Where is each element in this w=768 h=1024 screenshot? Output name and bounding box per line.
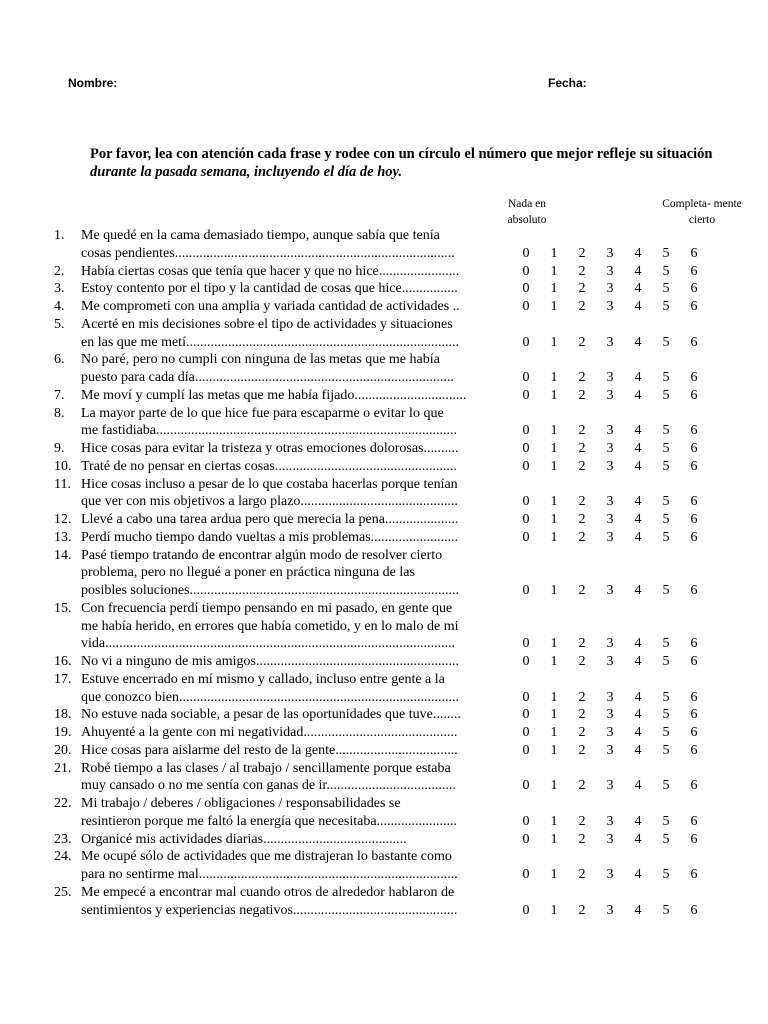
rating-option-1[interactable]: 1 <box>550 281 558 297</box>
item-number: 15. <box>54 600 72 616</box>
rating-option-0[interactable]: 0 <box>522 263 530 279</box>
item-text-line: Con frecuencia perdí tiempo pensando en mi pasado, en gente que <box>81 600 453 616</box>
rating-option-5[interactable]: 5 <box>662 458 670 474</box>
item-text-line: Estoy contento por el tipo y la cantidad de cosas que hice................ <box>81 281 458 297</box>
rating-option-0[interactable]: 0 <box>522 654 530 669</box>
rating-option-5[interactable]: 5 <box>662 689 670 705</box>
name-label: Nombre: <box>68 76 118 90</box>
rating-option-5[interactable]: 5 <box>662 831 670 847</box>
rating-option-3[interactable]: 3 <box>606 725 614 740</box>
rating-option-6[interactable]: 6 <box>690 654 698 669</box>
item-number: 22. <box>54 796 72 811</box>
rating-option-6[interactable]: 6 <box>690 441 698 456</box>
questionnaire-item <box>0 795 768 831</box>
rating-scale <box>516 334 716 352</box>
item-text-line: Llevé a cabo una tarea ardua pero que merecia la pena..................... <box>81 512 459 527</box>
item-text-line: Estuve encerrado en mí mismo y callado, incluso entre gente a la <box>81 671 445 687</box>
rating-option-1[interactable]: 1 <box>550 831 558 847</box>
rating-scale <box>516 813 716 831</box>
rating-option-4[interactable]: 4 <box>634 423 642 439</box>
rating-option-3[interactable]: 3 <box>606 494 614 510</box>
rating-option-3[interactable]: 3 <box>606 370 614 385</box>
rating-option-1[interactable]: 1 <box>550 689 558 705</box>
item-number: 20. <box>54 742 72 758</box>
rating-option-5[interactable]: 5 <box>662 813 670 829</box>
rating-option-6[interactable]: 6 <box>690 245 698 261</box>
rating-scale <box>516 724 716 742</box>
item-number: 9. <box>54 441 65 456</box>
rating-scale <box>516 706 716 724</box>
item-text-line: Perdí mucho tiempo dando vueltas a mis problemas......................... <box>81 529 459 545</box>
rating-option-0[interactable]: 0 <box>522 281 530 297</box>
item-number: 8. <box>54 405 65 421</box>
rating-option-2[interactable]: 2 <box>578 529 586 545</box>
item-text-line: puesto para cada día.......................................................................... <box>81 370 454 385</box>
rating-option-2[interactable]: 2 <box>578 636 586 652</box>
rating-option-5[interactable]: 5 <box>662 245 670 261</box>
rating-option-2[interactable]: 2 <box>578 334 586 350</box>
rating-option-0[interactable]: 0 <box>522 458 530 474</box>
questionnaire-item <box>0 742 768 760</box>
rating-option-3[interactable]: 3 <box>606 902 614 918</box>
item-text-line: Pasé tiempo tratando de encontrar algún modo de resolver cierto <box>81 547 443 563</box>
rating-option-2[interactable]: 2 <box>578 902 586 918</box>
rating-option-3[interactable]: 3 <box>606 299 614 314</box>
rating-option-0[interactable]: 0 <box>522 902 530 918</box>
rating-option-0[interactable]: 0 <box>522 423 530 439</box>
questionnaire-item <box>0 831 768 849</box>
item-number: 13. <box>54 529 72 545</box>
rating-option-5[interactable]: 5 <box>662 494 670 510</box>
item-text-line: me había herido, en errores que había cometido, y en lo malo de mi <box>81 618 459 634</box>
item-number: 1. <box>54 228 65 243</box>
rating-scale <box>516 369 716 387</box>
item-text-line: Me quedé en la cama demasiado tiempo, aunque sabía que tenía <box>81 228 440 243</box>
rating-scale <box>516 511 716 529</box>
rating-option-5[interactable]: 5 <box>662 529 670 545</box>
rating-option-6[interactable]: 6 <box>690 725 698 740</box>
questionnaire-item <box>0 529 768 547</box>
rating-option-2[interactable]: 2 <box>578 423 586 439</box>
rating-option-0[interactable]: 0 <box>522 370 530 385</box>
rating-scale <box>516 742 716 760</box>
questionnaire-item <box>0 760 768 796</box>
instructions-main: Por favor, lea con atención cada frase y rodee con un círculo el número que mejor refleje su situación <box>90 146 713 162</box>
rating-option-4[interactable]: 4 <box>634 370 642 385</box>
item-text-line: para no sentirme mal.......................................................................... <box>81 867 458 882</box>
rating-option-4[interactable]: 4 <box>634 281 642 297</box>
rating-option-6[interactable]: 6 <box>690 742 698 758</box>
scale-right-header: Completa- mente cierto <box>662 198 742 226</box>
rating-option-6[interactable]: 6 <box>690 636 698 652</box>
rating-option-6[interactable]: 6 <box>690 370 698 385</box>
rating-option-4[interactable]: 4 <box>634 441 642 456</box>
rating-scale <box>516 493 716 511</box>
rating-option-5[interactable]: 5 <box>662 636 670 652</box>
rating-option-0[interactable]: 0 <box>522 636 530 652</box>
rating-scale <box>516 280 716 298</box>
questionnaire-item <box>0 298 768 316</box>
item-number: 7. <box>54 387 65 403</box>
item-text-line: que ver con mis objetivos a largo plazo............................................. <box>81 494 458 510</box>
questionnaire-item <box>0 387 768 405</box>
item-text-line: posibles soluciones............................................................................. <box>81 583 459 598</box>
questionnaire-item <box>0 724 768 742</box>
rating-option-6[interactable]: 6 <box>690 689 698 705</box>
rating-option-4[interactable]: 4 <box>634 742 642 758</box>
rating-option-0[interactable]: 0 <box>522 529 530 545</box>
rating-scale <box>516 902 716 920</box>
item-text-line: Organicé mis actividades diarias......................................... <box>81 831 407 847</box>
item-text-line: No vi a ninguno de mis amigos.......................................................... <box>81 654 459 669</box>
rating-option-0[interactable]: 0 <box>522 831 530 847</box>
rating-option-3[interactable]: 3 <box>606 529 614 545</box>
rating-option-1[interactable]: 1 <box>550 263 558 279</box>
rating-scale <box>516 529 716 547</box>
rating-option-0[interactable]: 0 <box>522 441 530 456</box>
item-text-line: Me empecé a encontrar mal cuando otros de alrededor hablaron de <box>81 884 455 900</box>
questionnaire-item <box>0 653 768 671</box>
item-text-line: cosas pendientes................................................................................ <box>81 245 455 261</box>
rating-option-3[interactable]: 3 <box>606 689 614 705</box>
rating-scale <box>516 831 716 849</box>
rating-scale <box>516 582 716 600</box>
questionnaire-item <box>0 706 768 724</box>
rating-option-0[interactable]: 0 <box>522 867 530 882</box>
rating-option-6[interactable]: 6 <box>690 387 698 403</box>
item-number: 16. <box>54 654 72 669</box>
rating-option-1[interactable]: 1 <box>550 529 558 545</box>
rating-option-0[interactable]: 0 <box>522 387 530 403</box>
rating-option-1[interactable]: 1 <box>550 387 558 403</box>
rating-option-0[interactable]: 0 <box>522 742 530 758</box>
rating-option-1[interactable]: 1 <box>550 742 558 758</box>
rating-option-2[interactable]: 2 <box>578 813 586 829</box>
item-text-line: Había ciertas cosas que tenía que hacer y que no hice....................... <box>81 263 460 279</box>
item-number: 3. <box>54 281 65 297</box>
item-number: 24. <box>54 849 72 865</box>
rating-option-3[interactable]: 3 <box>606 742 614 758</box>
rating-option-2[interactable]: 2 <box>578 654 586 669</box>
rating-option-4[interactable]: 4 <box>634 636 642 652</box>
item-number: 17. <box>54 671 72 687</box>
rating-option-0[interactable]: 0 <box>522 689 530 705</box>
rating-option-3[interactable]: 3 <box>606 281 614 297</box>
rating-option-1[interactable]: 1 <box>550 423 558 439</box>
rating-option-4[interactable]: 4 <box>634 778 642 794</box>
questionnaire-item <box>0 263 768 281</box>
questionnaire-item <box>0 405 768 441</box>
rating-option-2[interactable]: 2 <box>578 689 586 705</box>
rating-option-3[interactable]: 3 <box>606 707 614 723</box>
rating-option-3[interactable]: 3 <box>606 654 614 669</box>
rating-option-2[interactable]: 2 <box>578 583 586 598</box>
rating-option-3[interactable]: 3 <box>606 778 614 794</box>
rating-scale <box>516 866 716 884</box>
rating-option-6[interactable]: 6 <box>690 778 698 794</box>
rating-option-1[interactable]: 1 <box>550 245 558 261</box>
rating-option-1[interactable]: 1 <box>550 654 558 669</box>
item-text-line: No estuve nada sociable, a pesar de las oportunidades que tuve........ <box>81 707 461 723</box>
rating-option-4[interactable]: 4 <box>634 263 642 279</box>
rating-option-6[interactable]: 6 <box>690 831 698 847</box>
item-number: 19. <box>54 725 72 740</box>
item-text-line: Acerté en mis decisiones sobre el tipo de actividades y situaciones <box>81 316 453 332</box>
rating-option-6[interactable]: 6 <box>690 512 698 527</box>
rating-option-5[interactable]: 5 <box>662 725 670 740</box>
rating-option-0[interactable]: 0 <box>522 299 530 314</box>
item-number: 18. <box>54 707 72 723</box>
rating-option-5[interactable]: 5 <box>662 281 670 297</box>
rating-option-4[interactable]: 4 <box>634 867 642 882</box>
item-text-line: problema, pero no llegué a poner en práctica ninguna de las <box>81 565 415 581</box>
rating-option-1[interactable]: 1 <box>550 867 558 882</box>
rating-scale <box>516 263 716 281</box>
rating-option-2[interactable]: 2 <box>578 778 586 794</box>
rating-option-4[interactable]: 4 <box>634 494 642 510</box>
questionnaire-item <box>0 600 768 653</box>
rating-option-5[interactable]: 5 <box>662 778 670 794</box>
rating-option-3[interactable]: 3 <box>606 867 614 882</box>
questionnaire-item <box>0 547 768 600</box>
rating-option-5[interactable]: 5 <box>662 512 670 527</box>
rating-option-3[interactable]: 3 <box>606 423 614 439</box>
questionnaire-item <box>0 671 768 707</box>
rating-option-6[interactable]: 6 <box>690 902 698 918</box>
rating-option-0[interactable]: 0 <box>522 707 530 723</box>
rating-scale <box>516 777 716 795</box>
item-number: 12. <box>54 512 72 527</box>
rating-option-5[interactable]: 5 <box>662 867 670 882</box>
rating-option-4[interactable]: 4 <box>634 902 642 918</box>
rating-option-6[interactable]: 6 <box>690 813 698 829</box>
rating-option-5[interactable]: 5 <box>662 387 670 403</box>
rating-option-3[interactable]: 3 <box>606 813 614 829</box>
rating-option-3[interactable]: 3 <box>606 334 614 350</box>
rating-option-5[interactable]: 5 <box>662 654 670 669</box>
rating-option-0[interactable]: 0 <box>522 583 530 598</box>
rating-option-1[interactable]: 1 <box>550 902 558 918</box>
rating-option-2[interactable]: 2 <box>578 725 586 740</box>
rating-option-0[interactable]: 0 <box>522 725 530 740</box>
item-text-line: Me comprometi con una amplia y variada cantidad de actividades .. <box>81 299 460 314</box>
rating-option-4[interactable]: 4 <box>634 299 642 314</box>
item-text-line: Me moví y cumplí las metas que me había fijado................................ <box>81 387 467 403</box>
rating-option-6[interactable]: 6 <box>690 707 698 723</box>
rating-option-3[interactable]: 3 <box>606 441 614 456</box>
rating-option-2[interactable]: 2 <box>578 281 586 297</box>
item-text-line: No paré, pero no cumpli con ninguna de las metas que me había <box>81 352 440 368</box>
rating-option-3[interactable]: 3 <box>606 263 614 279</box>
rating-option-0[interactable]: 0 <box>522 512 530 527</box>
instructions-emphasis: durante la pasada semana, incluyendo el día de hoy. <box>90 164 403 180</box>
rating-option-2[interactable]: 2 <box>578 831 586 847</box>
questionnaire-item <box>0 884 768 920</box>
rating-option-4[interactable]: 4 <box>634 529 642 545</box>
rating-option-6[interactable]: 6 <box>690 263 698 279</box>
rating-scale <box>516 653 716 671</box>
rating-option-4[interactable]: 4 <box>634 707 642 723</box>
date-label: Fecha: <box>548 76 587 90</box>
rating-option-2[interactable]: 2 <box>578 245 586 261</box>
rating-option-5[interactable]: 5 <box>662 370 670 385</box>
item-number: 2. <box>54 263 65 279</box>
rating-option-2[interactable]: 2 <box>578 494 586 510</box>
item-text-line: resintieron porque me faltó la energía que necesitaba....................... <box>81 813 458 829</box>
rating-scale <box>516 387 716 405</box>
item-text-line: Robé tiempo a las clases / al trabajo / sencillamente porque estaba <box>81 760 451 776</box>
rating-option-0[interactable]: 0 <box>522 334 530 350</box>
rating-option-2[interactable]: 2 <box>578 512 586 527</box>
rating-option-1[interactable]: 1 <box>550 778 558 794</box>
rating-option-2[interactable]: 2 <box>578 387 586 403</box>
rating-option-5[interactable]: 5 <box>662 263 670 279</box>
item-number: 11. <box>54 476 71 492</box>
questionnaire-item <box>0 316 768 352</box>
rating-option-6[interactable]: 6 <box>690 299 698 314</box>
rating-option-4[interactable]: 4 <box>634 831 642 847</box>
rating-option-3[interactable]: 3 <box>606 636 614 652</box>
rating-scale <box>516 440 716 458</box>
rating-scale <box>516 635 716 653</box>
rating-option-0[interactable]: 0 <box>522 245 530 261</box>
rating-option-6[interactable]: 6 <box>690 583 698 598</box>
item-text-line: que conozco bien................................................................................ <box>81 689 459 705</box>
rating-option-3[interactable]: 3 <box>606 512 614 527</box>
rating-option-1[interactable]: 1 <box>550 441 558 456</box>
item-text-line: Hice cosas incluso a pesar de lo que costaba hacerlas porque tenían <box>81 476 458 492</box>
rating-option-1[interactable]: 1 <box>550 458 558 474</box>
questionnaire-item <box>0 351 768 387</box>
rating-option-4[interactable]: 4 <box>634 512 642 527</box>
rating-option-2[interactable]: 2 <box>578 263 586 279</box>
rating-option-5[interactable]: 5 <box>662 334 670 350</box>
rating-option-0[interactable]: 0 <box>522 778 530 794</box>
item-text-line: Me ocupé sólo de actividades que me distrajeran lo bastante como <box>81 849 452 865</box>
rating-option-5[interactable]: 5 <box>662 441 670 456</box>
rating-option-3[interactable]: 3 <box>606 245 614 261</box>
rating-option-4[interactable]: 4 <box>634 689 642 705</box>
rating-option-6[interactable]: 6 <box>690 529 698 545</box>
rating-scale <box>516 689 716 707</box>
rating-option-4[interactable]: 4 <box>634 245 642 261</box>
rating-option-2[interactable]: 2 <box>578 299 586 314</box>
rating-option-3[interactable]: 3 <box>606 831 614 847</box>
item-number: 14. <box>54 547 72 563</box>
rating-option-1[interactable]: 1 <box>550 707 558 723</box>
item-text-line: sentimientos y experiencias negativos............................................... <box>81 902 458 918</box>
item-number: 23. <box>54 831 72 847</box>
rating-option-4[interactable]: 4 <box>634 458 642 474</box>
rating-option-3[interactable]: 3 <box>606 387 614 403</box>
rating-option-1[interactable]: 1 <box>550 725 558 740</box>
rating-scale <box>516 298 716 316</box>
rating-option-2[interactable]: 2 <box>578 458 586 474</box>
rating-scale <box>516 458 716 476</box>
questionnaire-item <box>0 848 768 884</box>
rating-option-5[interactable]: 5 <box>662 423 670 439</box>
item-text-line: Traté de no pensar en ciertas cosas.................................................... <box>81 458 457 474</box>
rating-option-0[interactable]: 0 <box>522 813 530 829</box>
item-number: 10. <box>54 458 72 474</box>
rating-option-6[interactable]: 6 <box>690 281 698 297</box>
instructions <box>90 145 730 181</box>
rating-option-2[interactable]: 2 <box>578 441 586 456</box>
scale-left-header: Nada en absoluto <box>507 198 547 226</box>
rating-option-6[interactable]: 6 <box>690 458 698 474</box>
item-number: 6. <box>54 352 65 368</box>
rating-option-5[interactable]: 5 <box>662 299 670 314</box>
rating-scale <box>516 422 716 440</box>
questionnaire-item <box>0 227 768 263</box>
questionnaire-item <box>0 458 768 476</box>
rating-option-2[interactable]: 2 <box>578 867 586 882</box>
rating-option-3[interactable]: 3 <box>606 458 614 474</box>
rating-option-1[interactable]: 1 <box>550 334 558 350</box>
rating-option-1[interactable]: 1 <box>550 299 558 314</box>
item-text-line: Hice cosas para evitar la tristeza y otras emociones dolorosas.......... <box>81 441 459 456</box>
rating-option-4[interactable]: 4 <box>634 334 642 350</box>
rating-option-0[interactable]: 0 <box>522 494 530 510</box>
item-text-line: en las que me metí.............................................................................. <box>81 334 459 350</box>
rating-option-2[interactable]: 2 <box>578 707 586 723</box>
rating-option-1[interactable]: 1 <box>550 512 558 527</box>
item-text-line: Ahuyenté a la gente con mi negatividad............................................ <box>81 725 458 740</box>
item-text-line: La mayor parte de lo que hice fue para escaparme o evitar lo que <box>81 405 444 421</box>
rating-option-6[interactable]: 6 <box>690 423 698 439</box>
questionnaire-item <box>0 511 768 529</box>
rating-option-4[interactable]: 4 <box>634 387 642 403</box>
rating-option-1[interactable]: 1 <box>550 370 558 385</box>
item-text-line: Mi trabajo / deberes / obligaciones / responsabilidades se <box>81 796 401 811</box>
item-number: 5. <box>54 316 65 332</box>
questionnaire-item <box>0 280 768 298</box>
rating-option-2[interactable]: 2 <box>578 742 586 758</box>
item-number: 25. <box>54 884 72 900</box>
rating-option-4[interactable]: 4 <box>634 583 642 598</box>
item-text-line: muy cansado o no me sentía con ganas de ir..................................... <box>81 778 456 794</box>
rating-option-1[interactable]: 1 <box>550 813 558 829</box>
questionnaire-item <box>0 476 768 512</box>
rating-option-5[interactable]: 5 <box>662 583 670 598</box>
rating-option-4[interactable]: 4 <box>634 654 642 669</box>
rating-option-6[interactable]: 6 <box>690 867 698 882</box>
rating-option-1[interactable]: 1 <box>550 636 558 652</box>
item-text-line: Hice cosas para aislarme del resto de la gente................................... <box>81 742 458 758</box>
rating-option-4[interactable]: 4 <box>634 813 642 829</box>
rating-option-4[interactable]: 4 <box>634 725 642 740</box>
item-number: 4. <box>54 299 65 314</box>
item-number: 21. <box>54 760 72 776</box>
rating-option-5[interactable]: 5 <box>662 707 670 723</box>
rating-option-2[interactable]: 2 <box>578 370 586 385</box>
rating-option-6[interactable]: 6 <box>690 494 698 510</box>
rating-option-6[interactable]: 6 <box>690 334 698 350</box>
rating-option-1[interactable]: 1 <box>550 583 558 598</box>
rating-option-1[interactable]: 1 <box>550 494 558 510</box>
rating-scale <box>516 245 716 263</box>
rating-option-3[interactable]: 3 <box>606 583 614 598</box>
questionnaire-item <box>0 440 768 458</box>
item-text-line: vida.................................................................................................... <box>81 636 456 652</box>
rating-option-5[interactable]: 5 <box>662 902 670 918</box>
rating-option-5[interactable]: 5 <box>662 742 670 758</box>
item-text-line: me fastidiaba...................................................................................... <box>81 423 458 439</box>
